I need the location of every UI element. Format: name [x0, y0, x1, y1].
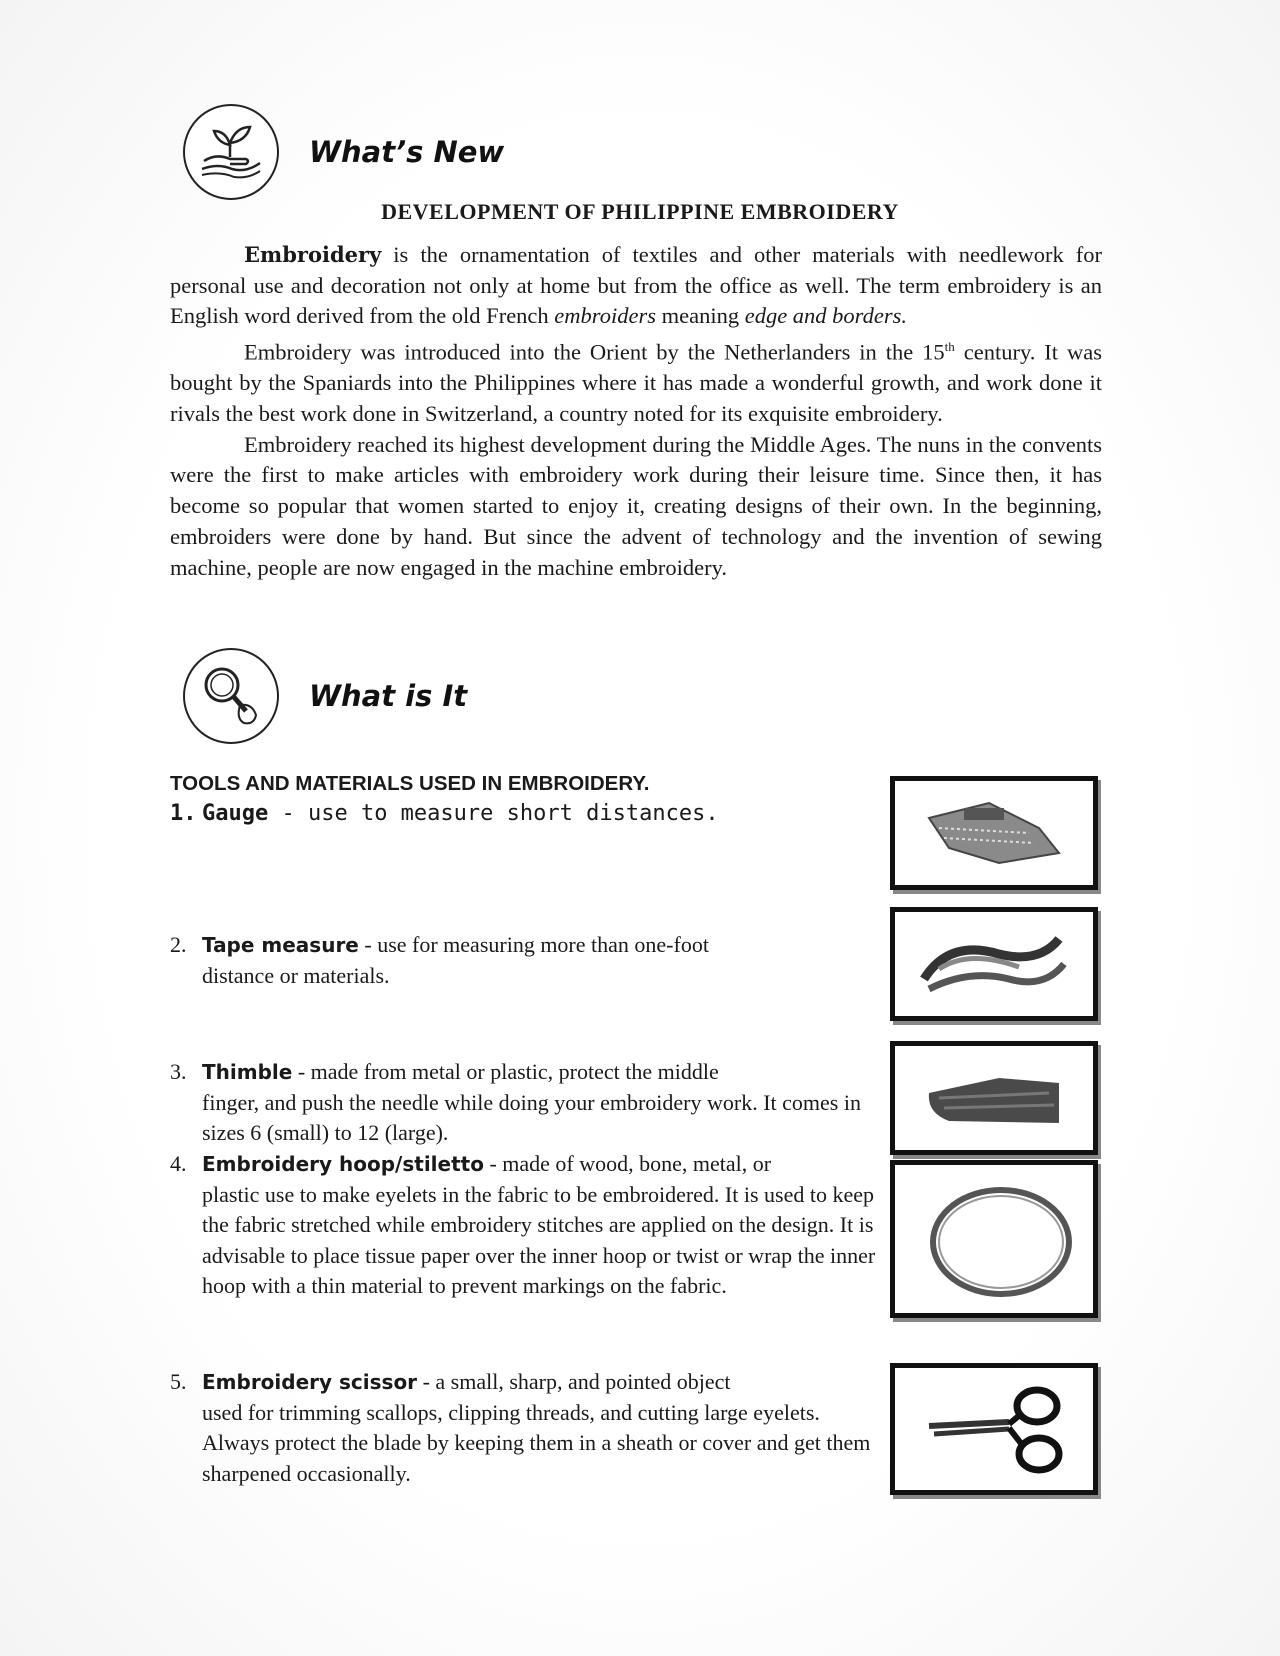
item-name: Tape measure — [202, 933, 359, 957]
item-name: Gauge — [202, 801, 269, 826]
embroidery-hoop-icon — [890, 1160, 1098, 1318]
item-number: 3. — [170, 1059, 187, 1084]
list-item-gauge — [170, 799, 890, 830]
p2-text: Embroidery was introduced into the Orient by the Netherlanders in the 15 — [244, 339, 945, 365]
item-number: 4. — [170, 1151, 187, 1176]
item-description: - use to measure short distances. — [268, 801, 719, 826]
item-name: Embroidery hoop/stiletto — [202, 1152, 484, 1176]
item-description-continued: plastic use to make eyelets in the fabric to be embroidered. It is used to keep the fabric stretched while embroidery stitches are applied on the design. It is advisable to place tissue paper over the inner hoop or twist or wrap the inner hoop with a thin material to prevent markings on the fabric. — [202, 1181, 876, 1298]
what-is-it-header — [183, 648, 467, 744]
item-description-continued: finger, and push the needle while doing your embroidery work. It comes in sizes 6 (small) to 12 (large). — [202, 1089, 861, 1145]
scissors-icon — [890, 1363, 1098, 1495]
item-description: - made of wood, bone, metal, or — [483, 1151, 772, 1176]
paragraph-3: Embroidery reached its highest development during the Middle Ages. The nuns in the convents were the first to make articles with embroidery work during their leisure time. Since then, it has become so popular that women started to enjoy it, creating designs of their own. In the beginning, embroiders were done by hand. But since the advent of technology and the invention of sewing machine, people are now engaged in the machine embroidery. — [170, 431, 1102, 580]
p1-italic-term: embroiders — [554, 303, 656, 329]
gauge-tool-icon — [890, 776, 1098, 890]
item-number: 1. — [170, 801, 197, 826]
term-embroidery: Embroidery — [244, 242, 382, 267]
item-description: - made from metal or plastic, protect the middle — [292, 1059, 719, 1084]
tape-measure-icon — [890, 907, 1098, 1021]
item-name: Embroidery scissor — [202, 1370, 418, 1394]
magnifying-glass-icon — [183, 648, 279, 744]
list-item-thimble — [170, 1057, 890, 1149]
thimble-icon — [890, 1041, 1098, 1155]
tools-heading: TOOLS AND MATERIALS USED IN EMBROIDERY. — [170, 772, 650, 795]
paragraph-1 — [170, 240, 1102, 332]
paragraph-2 — [170, 332, 1102, 430]
p1-italic-meaning: edge and borders. — [744, 303, 907, 329]
page-title: DEVELOPMENT OF PHILIPPINE EMBROIDERY — [381, 199, 899, 224]
whats-new-header — [183, 104, 504, 200]
p2-superscript: th — [944, 339, 955, 355]
plant-in-hand-icon — [183, 104, 279, 200]
item-number: 5. — [170, 1369, 187, 1394]
item-description-continued: used for trimming scallops, clipping threads, and cutting large eyelets. Always protect the blade by keeping them in a sheath or cover and get them sharpened occasionally. — [202, 1399, 871, 1486]
item-number: 2. — [170, 932, 187, 957]
list-item-embroidery-scissor — [170, 1367, 890, 1489]
list-item-embroidery-hoop — [170, 1149, 890, 1302]
section-title-what-is-it: What is It — [309, 679, 468, 713]
item-description: - a small, sharp, and pointed object — [417, 1369, 731, 1394]
p2-text-2: century. It was bought by the Spaniards into the Philippines where it has made a wonderful growth, and work done it rivals the best work done in Switzerland, a country noted for its exquisite embroidery. — [170, 339, 1102, 427]
item-name: Thimble — [202, 1060, 293, 1084]
list-item-tape-measure — [170, 930, 890, 991]
p1-text: is the ornamentation of textiles and other materials with needlework for personal use and decoration not only at home but from the office as well. The term embroidery is an English word derived from the old French — [170, 242, 1102, 329]
p1-text-2: meaning — [655, 303, 745, 329]
section-title-whats-new: What’s New — [309, 135, 505, 169]
body-text — [170, 240, 1102, 583]
item-description: - use for measuring more than one-foot — [358, 932, 709, 957]
item-description-continued: distance or materials. — [202, 962, 390, 988]
